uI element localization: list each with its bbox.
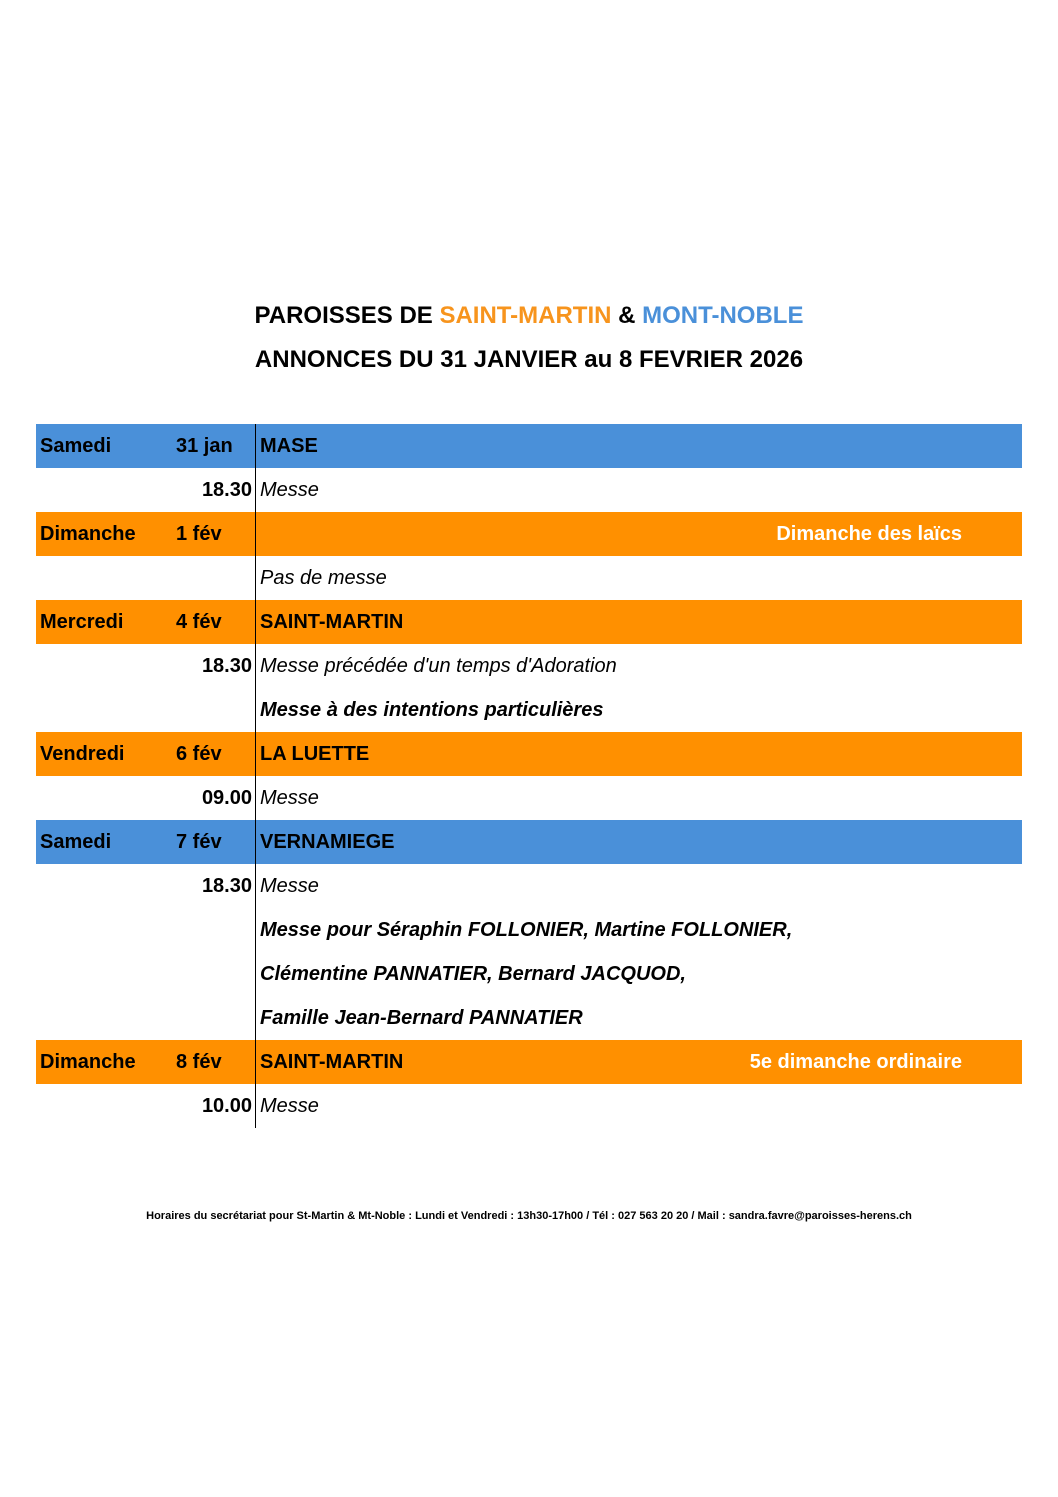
row-text: Messe [260, 875, 319, 897]
row-text: Pas de messe [260, 567, 387, 589]
row-day: Samedi [40, 435, 112, 457]
row-text: Messe précédée d'un temps d'Adoration [260, 655, 617, 677]
schedule-row [36, 952, 1022, 996]
row-text: Clémentine PANNATIER, Bernard JACQUOD, [260, 963, 686, 985]
row-date: 8 fév [176, 1051, 222, 1073]
row-time: 09.00 [201, 787, 252, 809]
row-time: 18.30 [201, 875, 252, 897]
title-prefix: PAROISSES DE [254, 302, 440, 329]
schedule-row-header [36, 820, 1022, 864]
title-mont-noble: MONT-NOBLE [642, 302, 804, 329]
row-place: LA LUETTE [260, 743, 370, 765]
row-date: 6 fév [176, 743, 222, 765]
column-divider [255, 424, 256, 1128]
schedule-row-header [36, 600, 1022, 644]
row-place: SAINT-MARTIN [260, 1051, 404, 1073]
row-text: Messe à des intentions particulières [260, 699, 604, 721]
row-date: 31 jan [176, 435, 233, 457]
title-saint-martin: SAINT-MARTIN [439, 302, 612, 329]
schedule-row [36, 776, 1022, 820]
row-text: Messe [260, 479, 319, 501]
schedule-row [36, 556, 1022, 600]
schedule-row [36, 468, 1022, 512]
row-place: MASE [260, 435, 318, 457]
page-subtitle: ANNONCES DU 31 JANVIER au 8 FEVRIER 2026 [254, 346, 804, 373]
row-time: 10.00 [201, 1095, 252, 1117]
row-text: Famille Jean-Bernard PANNATIER [260, 1007, 583, 1029]
schedule-row-header [36, 512, 1022, 556]
row-time: 18.30 [201, 479, 252, 501]
schedule-row-header [36, 732, 1022, 776]
schedule-row [36, 864, 1022, 908]
row-date: 1 fév [176, 523, 222, 545]
row-day: Dimanche [40, 1051, 136, 1073]
row-text: Messe [260, 1095, 319, 1117]
schedule-row [36, 908, 1022, 952]
row-note: Dimanche des laïcs [776, 523, 962, 545]
row-text: Messe pour Séraphin FOLLONIER, Martine FOLLONIER, [260, 919, 793, 941]
row-text: Messe [260, 787, 319, 809]
schedule-row-header [36, 424, 1022, 468]
row-date: 7 fév [176, 831, 222, 853]
row-day: Samedi [40, 831, 112, 853]
row-place: SAINT-MARTIN [260, 611, 404, 633]
row-day: Mercredi [40, 611, 124, 633]
row-day: Dimanche [40, 523, 136, 545]
row-note: 5e dimanche ordinaire [749, 1051, 962, 1073]
schedule-row [36, 688, 1022, 732]
row-time: 18.30 [201, 655, 252, 677]
title-amp: & [611, 302, 643, 329]
schedule-row [36, 996, 1022, 1040]
row-place: VERNAMIEGE [260, 831, 395, 853]
schedule-row-header [36, 1040, 1022, 1084]
schedule-row [36, 1084, 1022, 1128]
page-title [0, 302, 1058, 330]
footer-contact: Horaires du secrétariat pour St-Martin & Mt-Noble : Lundi et Vendredi : 13h30-17h00 / Tél : 027 563 20 20 / Mail : sandra.favre@paroisses-herens.ch [146, 1210, 912, 1222]
row-day: Vendredi [40, 743, 125, 765]
schedule-row [36, 644, 1022, 688]
row-date: 4 fév [176, 611, 222, 633]
schedule-table [36, 424, 1022, 1128]
